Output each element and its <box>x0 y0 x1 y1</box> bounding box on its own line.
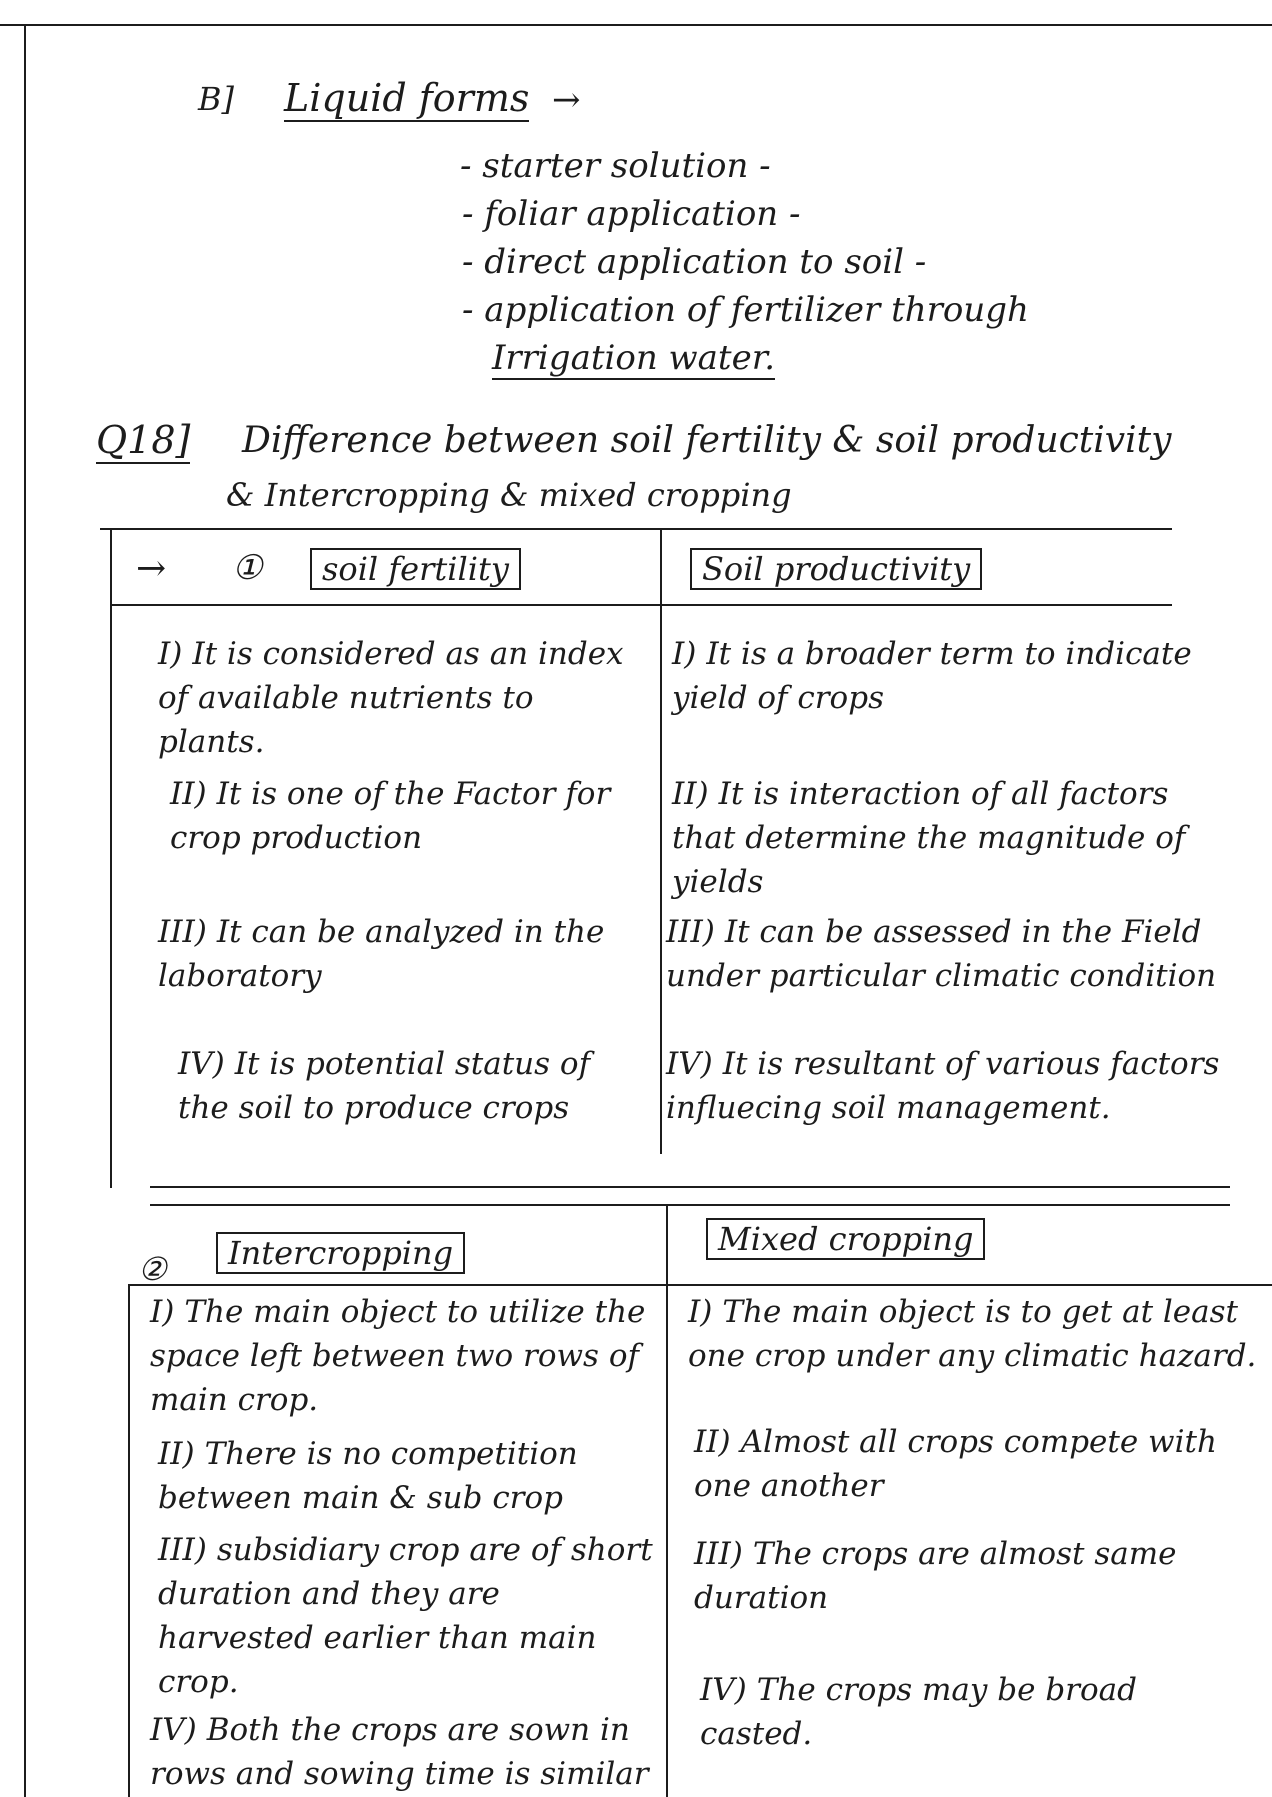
table1-right-item: II) It is interaction of all factors that determine the magnitude of yields <box>672 776 1186 900</box>
table1-left-rule <box>110 528 112 1188</box>
table2-left-item: IV) Both the crops are sown in rows and sowing time is similar <box>150 1712 649 1792</box>
table1-left-item: I) It is considered as an index of available nutrients to plants. <box>158 636 624 760</box>
table1-right-item: I) It is a broader term to indicate yield of crops <box>672 636 1192 716</box>
table2-right-item: II) Almost all crops compete with one another <box>694 1424 1217 1504</box>
table2-right-header: Mixed cropping <box>706 1218 985 1260</box>
liquid-item: - direct application to soil - <box>462 242 927 282</box>
table2-left-item: I) The main object to utilize the space left between two rows of main crop. <box>150 1294 646 1418</box>
liquid-item: Irrigation water. <box>492 338 776 378</box>
table1-right-item: IV) It is resultant of various factors influecing soil management. <box>666 1046 1220 1126</box>
section-title: Liquid forms <box>284 76 530 120</box>
table1-left-item: III) It can be analyzed in the laboratory <box>158 914 605 994</box>
question-line-2: & Intercropping & mixed cropping <box>226 476 792 514</box>
table2-left-header: Intercropping <box>216 1232 465 1274</box>
top-rule <box>0 24 1272 26</box>
arrow-icon: → <box>552 80 581 120</box>
table2-right-item: IV) The crops may be broad casted. <box>700 1672 1137 1752</box>
table2-header-rule <box>128 1284 1272 1286</box>
table1-center-rule <box>660 530 662 1154</box>
table1-right-item: III) It can be assessed in the Field under particular climatic condition <box>666 914 1217 994</box>
table1-left-item: II) It is one of the Factor for crop production <box>170 776 611 856</box>
liquid-item: - application of fertilizer through <box>462 290 1029 330</box>
arrow-icon: → <box>136 548 167 589</box>
table2-left-item: II) There is no competition between main & sub crop <box>158 1436 578 1516</box>
question-line-1: Difference between soil fertility & soil productivity <box>242 420 1172 461</box>
margin-rule <box>24 24 26 1797</box>
table1-left-item: IV) It is potential status of the soil to produce crops <box>178 1046 591 1126</box>
section-label: B] <box>198 80 234 118</box>
table1-index: ① <box>232 548 263 588</box>
table2-left-rule <box>128 1284 130 1797</box>
liquid-item: - foliar application - <box>462 194 801 234</box>
table1-right-header: Soil productivity <box>690 548 982 590</box>
table2-top-rule <box>150 1204 1230 1206</box>
table2-index: ② <box>138 1250 167 1288</box>
table2-right-item: I) The main object is to get at least one crop under any climatic hazard. <box>688 1294 1257 1374</box>
question-number: Q18] <box>96 418 191 462</box>
table2-right-item: III) The crops are almost same duration <box>694 1536 1177 1616</box>
table1-top-rule <box>100 528 1172 530</box>
table2-left-item: III) subsidiary crop are of short duration and they are harvested earlier than main crop. <box>158 1532 653 1700</box>
liquid-item: - starter solution - <box>460 146 771 186</box>
table1-bottom-rule <box>150 1186 1230 1188</box>
table1-left-header: soil fertility <box>310 548 521 590</box>
table1-header-rule <box>112 604 1172 606</box>
table2-center-rule <box>666 1204 668 1797</box>
